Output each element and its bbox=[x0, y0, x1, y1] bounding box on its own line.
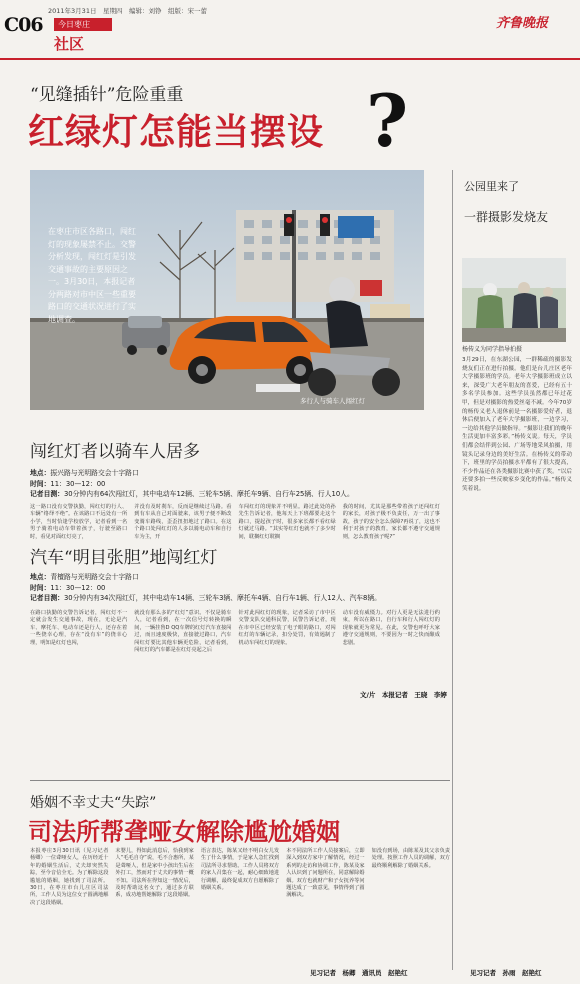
side-photo-illustration bbox=[462, 258, 566, 342]
story1-col: 这一路口没有交警执勤，闯红灯的行人、车辆“络绎不绝”。在该路口不远处有一所小学，当时恰逢学校放学，记者看到一名男子骑着电动车带着孩子，行驶至路口时，看见对面红灯亮了， bbox=[30, 504, 128, 540]
side-title-1: 公园里来了 bbox=[464, 180, 519, 193]
story2-body bbox=[30, 610, 440, 654]
story2-time bbox=[30, 583, 440, 594]
main-title: 红绿灯怎能当摆设 bbox=[28, 111, 325, 153]
story2-byline: 文/片 本报记者 王晓 李婷 bbox=[360, 691, 447, 699]
lead-text: 在枣庄市区各路口，闯红灯的现象屡禁不止。交警分析发现，闯红灯是引发交通事故的主要原因之一。3月30日，本报记者分两路对市中区一些重要路口的交通状况进行了实地调查。 bbox=[48, 227, 136, 324]
story2-col: 针对此闯红灯的现象，记者采访了市中区交警支队交通科民警，民警告诉记者，现在市中区已经安装了电子眼的路口，对闯红灯的车辆记录，扣分处罚，有效遏制了机动车闯红灯的现象。 bbox=[238, 610, 336, 646]
record-label: 记者目测： bbox=[30, 490, 64, 498]
story1-location bbox=[30, 468, 440, 479]
story1-body bbox=[30, 504, 440, 541]
page-number: C06 bbox=[4, 14, 43, 36]
story3-col: 末婴儿，得知此消息后，恰我到家人“毛毛自夺”说，毛不合惠所，某是聋哑人，但是家中小孩出生后在外打工，然而对于丈夫的事情一概不知。司法所在得知这一情况后，及时帮助这名女子，通过多方联系，成功地帮她解除了这段婚姻。 bbox=[115, 848, 194, 899]
main-pre-title: “见缝插针”危险重重 bbox=[30, 85, 184, 105]
location-label: 地点： bbox=[30, 469, 51, 477]
record-value: 30分钟内有64次闯红灯，其中电动车12辆、三轮车5辆、摩托车9辆、自行车25辆、行人10人。 bbox=[63, 490, 354, 498]
story3-body bbox=[30, 848, 450, 907]
story3-col: 如没有到场，由陈某及其父亲负责处理。按照工作人员的调解，双方最终顺利解除了婚姻关系。 bbox=[371, 848, 451, 869]
story3-byline: 见习记者 杨卿 通讯员 赵艳红 bbox=[310, 969, 408, 977]
story3-col: 本报枣庄3月30日讯（见习记者 杨卿）一位聋哑女人，在历经近十年的婚姻生活后，丈夫却突然失踪，至今音信全无。为了解除这段尴尬的婚姻，她找到了司法所。30日，在枣庄市台儿庄区司法所，工作人员为这位女子圆满地解决了这段婚姻。 bbox=[30, 848, 114, 906]
story1-col: 我的时间，尤其是那些带着孩子还闯红灯的家长，对孩子极不负责任，万一出了事故，孩子的安全怎么保障?再说了，这也不利于对孩子的教育，家长都不遵守交通规则，怎么教育孩子呢?” bbox=[342, 504, 440, 540]
time-value: 11：30—12：00 bbox=[50, 479, 106, 488]
question-mark: ? bbox=[366, 78, 409, 163]
story1-time bbox=[30, 479, 440, 490]
location-value: 振兴路与光明路交会十字路口 bbox=[50, 469, 139, 477]
newspaper-logo: 齐鲁晚报 bbox=[496, 16, 549, 31]
record-label: 记者目测： bbox=[30, 594, 64, 602]
story2-location bbox=[30, 572, 440, 583]
side-photo-caption: 杨传义为同学指导拍摄 bbox=[462, 346, 523, 353]
story1-col: 并没有及时刹车，反而是继续过马路。看到有车从自己对面驶来，该男子便不断改变骑车路线，歪歪扭扭地过了路口。在这个路口处闯红灯的人多以骑电动车和自行车为主，开 bbox=[134, 504, 232, 540]
story3-pre-title: 婚姻不幸丈夫“失踪” bbox=[30, 795, 157, 811]
story2-title: 汽车“明目张胆”地闯红灯 bbox=[30, 548, 218, 568]
section-title: 社区 bbox=[54, 35, 85, 53]
story2-col: 在路口执勤的交警告诉记者，闯红灯不一定就会发生交通事故，现在，无论是汽车、摩托车、电动车还是行人，还存在着一些侥幸心理，存在“没有车”的侥幸心理，明知是红灯也闯， bbox=[30, 610, 128, 646]
story1-record bbox=[30, 489, 440, 500]
story3-title: 司法所帮聋哑女解除尴尬婚姻 bbox=[28, 817, 340, 846]
divider bbox=[30, 780, 450, 781]
location-value: 青檀路与光明路交会十字路口 bbox=[50, 573, 139, 581]
column-divider bbox=[452, 170, 453, 970]
record-value: 30分钟内有34次闯红灯，其中电动车14辆、三轮车3辆、摩托车4辆、自行车1辆、行人12人、汽车8辆。 bbox=[63, 594, 381, 602]
time-label: 时间： bbox=[30, 583, 51, 592]
date-line: 2011年3月31日 星期四 编辑：刘铮 组版：宋一蕾 bbox=[48, 7, 207, 15]
location-label: 地点： bbox=[30, 573, 51, 581]
side-column bbox=[454, 178, 580, 225]
story1-title: 闯红灯者以骑车人居多 bbox=[30, 442, 200, 462]
story3-col: 语言表达，陈某又经不明白女儿发生了什么事情，于是家人急忙找到司法所寻求帮助。工作人员将双方的家人召集在一起，耐心细致地进行调解，最终促成双方自愿解除了婚姻关系。 bbox=[200, 848, 280, 892]
header-rule bbox=[0, 58, 580, 60]
story2-col: 就没有那么多的“红灯”意识。不仅是骑车人，记者看到，在一次信号灯转换的瞬间，一辆挂鲁D QQ车牌的红灯汽车直接闯过，而且速度极快，直接驶过路口，汽车闯红灯要比其他车辆更危险，记者看到，闯红灯的汽车都是在红灯亮起之后 bbox=[134, 610, 232, 654]
side-title-2: 一群摄影发烧友 bbox=[464, 210, 549, 224]
photo-caption: 多行人与骑车人闯红灯 bbox=[300, 397, 365, 405]
story2-record bbox=[30, 593, 440, 604]
story3-col: 本不同法所工作人员接案后，立即深入到双方家中了解情况，经过一系列的走访和协调工作，陈某及家人认识到了问题所在，同意解除婚姻。双方也就财产和子女抚养等问题达成了一致意见，事情得到了圆满解决。 bbox=[286, 848, 365, 899]
lead-box bbox=[48, 226, 140, 326]
story2-col: 动车没有威慑力。对行人更是无法进行约束，所以在路口，自行车和行人闯红灯的现象就更为常见。在此，交警也呼吁大家遵守交通规则，不要因为一时之快而酿成悲剧。 bbox=[342, 610, 440, 646]
side-byline: 见习记者 孙雨 赵艳红 bbox=[470, 969, 542, 977]
story1-col: 车闯红灯的现象并不明显。路过此处的孙先生告诉记者，他每天上下班都要走这个路口，提起孩子时，很多家长都不看红绿灯就过马路。“其实等红灯也就不了多少时间，耽搁红灯耽搁 bbox=[238, 504, 336, 540]
side-body: 3月29日，在东湖公园，一群稀疏的摄影发烧友们正在进行拍摄。他们是台儿庄区老年大学摄影班的学员。老年大学摄影班成立以来，深受广大老年朋友的喜爱，已经有五十多名学员参加。这些学员虽然都已年过花甲，但是对摄影的热爱丝毫不减。今年70岁的杨传义老人退休前是一名摄影爱好者，退休后便加入了老年大学摄影班，一边学习，一边给其他学员做指导。“摄影让我们的晚年生活更加丰富多彩。”杨传义说。每天，学员们都会结伴到公园、广场等地采风拍摄，用镜头记录身边的美好生活。在杨传义的带动下，班里的学员拍摄水平都有了很大提高，不少作品还在各类摄影比赛中获了奖。“以后还要多拍一些反映家乡变化的作品。”杨传义笑着说。 bbox=[462, 357, 572, 492]
time-value: 11：30—12：00 bbox=[50, 583, 106, 592]
section-tag-today: 今日枣庄 bbox=[54, 18, 112, 31]
side-photo bbox=[462, 258, 566, 342]
time-label: 时间： bbox=[30, 479, 51, 488]
